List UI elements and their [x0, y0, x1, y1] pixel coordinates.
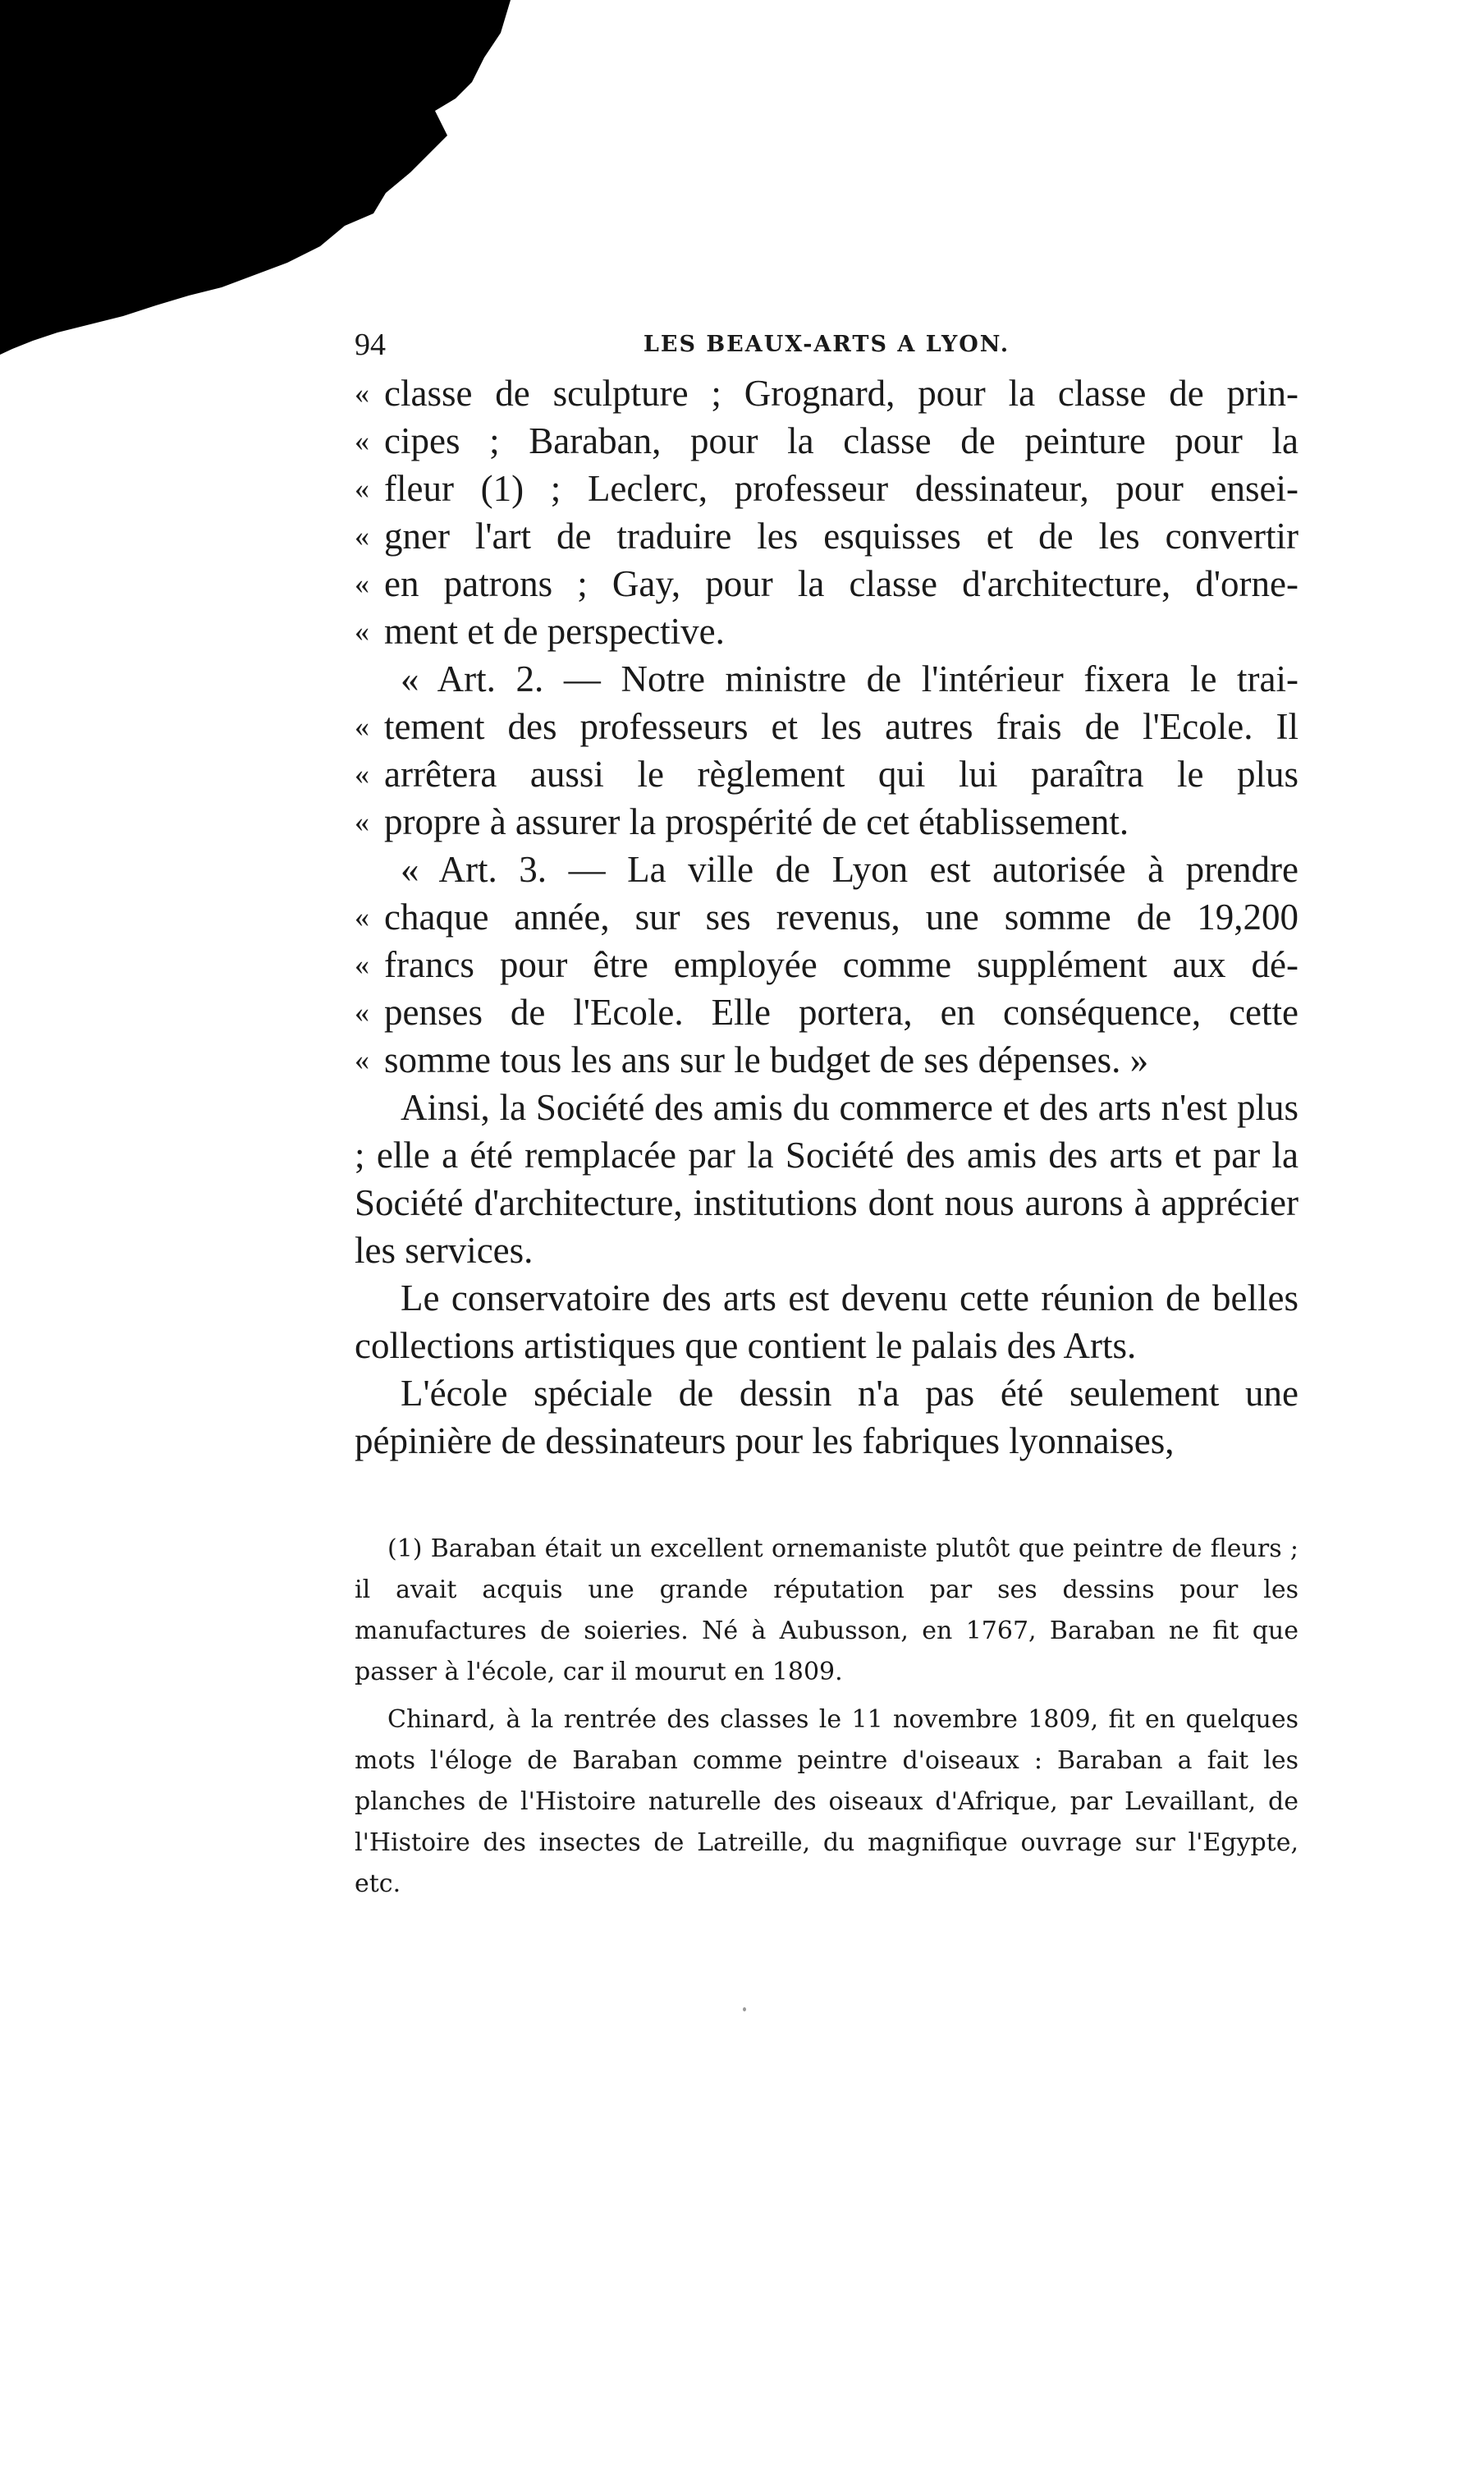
decree-line: « fleur (1) ; Leclerc, professeur dessinateur, pour ensei- — [355, 468, 1298, 509]
running-head — [355, 312, 1298, 369]
paragraph: L'école spéciale de dessin n'a pas été seulement une pépinière de dessinateurs pour les fabriques lyonnaises, — [355, 1373, 1298, 1461]
decree-line: « ment et de perspective. — [355, 611, 725, 652]
decree-article-3: « Art. 3. — La ville de Lyon est autorisée à prendre — [401, 849, 1298, 890]
footnote: (1) Baraban était un excellent ornemaniste plutôt que peintre de fleurs ; il avait acquis une grande réputation par ses dessins pour les manufactures de soieries. Né à Aubusson, en 1767, Baraban ne fit que passer à l'école, car il mourut en 1809. — [355, 1534, 1298, 1686]
decree-line: « propre à assurer la prospérité de cet établissement. — [355, 801, 1129, 842]
paragraph: Ainsi, la Société des amis du commerce et des arts n'est plus ; elle a été remplacée par la Société des amis des arts et par la Société d'architecture, institutions dont nous aurons à apprécier les services. — [355, 1087, 1298, 1271]
body-text — [355, 369, 1298, 1465]
torn-page-corner — [0, 0, 525, 361]
decree-line: « tement des professeurs et les autres frais de l'Ecole. Il — [355, 706, 1298, 747]
decree-line: « somme tous les ans sur le budget de ses dépenses. » — [355, 1039, 1149, 1080]
decree-line: « penses de l'Ecole. Elle portera, en conséquence, cette — [355, 992, 1298, 1033]
page-number: 94 — [355, 328, 386, 362]
footnotes — [355, 1529, 1298, 1905]
paper-speck — [743, 2007, 746, 2011]
decree-line: « cipes ; Baraban, pour la classe de peinture pour la — [355, 420, 1298, 461]
decree-line: « en patrons ; Gay, pour la classe d'architecture, d'orne- — [355, 563, 1298, 604]
footnote: Chinard, à la rentrée des classes le 11 novembre 1809, fit en quelques mots l'éloge de Baraban comme peintre d'oiseaux : Baraban a fait les planches de l'Histoire naturelle des oiseaux d'Afrique, par Levaillant, de l'Histoire des insectes de Latreille, du magnifique ouvrage sur l'Egypte, etc. — [355, 1705, 1298, 1898]
decree-line: « chaque année, sur ses revenus, une somme de 19,200 — [355, 897, 1298, 938]
decree-line: « classe de sculpture ; Grognard, pour la classe de prin- — [355, 373, 1298, 414]
running-title: LES BEAUX-ARTS A LYON. — [643, 332, 1010, 357]
decree-line: « gner l'art de traduire les esquisses et de les convertir — [355, 516, 1298, 557]
decree-article-2: « Art. 2. — Notre ministre de l'intérieur fixera le trai- — [401, 658, 1298, 699]
paragraph: Le conservatoire des arts est devenu cette réunion de belles collections artistiques que contient le palais des Arts. — [355, 1277, 1298, 1366]
book-page — [355, 312, 1298, 1911]
decree-line: « arrêtera aussi le règlement qui lui paraîtra le plus — [355, 754, 1298, 795]
decree-line: « francs pour être employée comme supplément aux dé- — [355, 944, 1298, 985]
